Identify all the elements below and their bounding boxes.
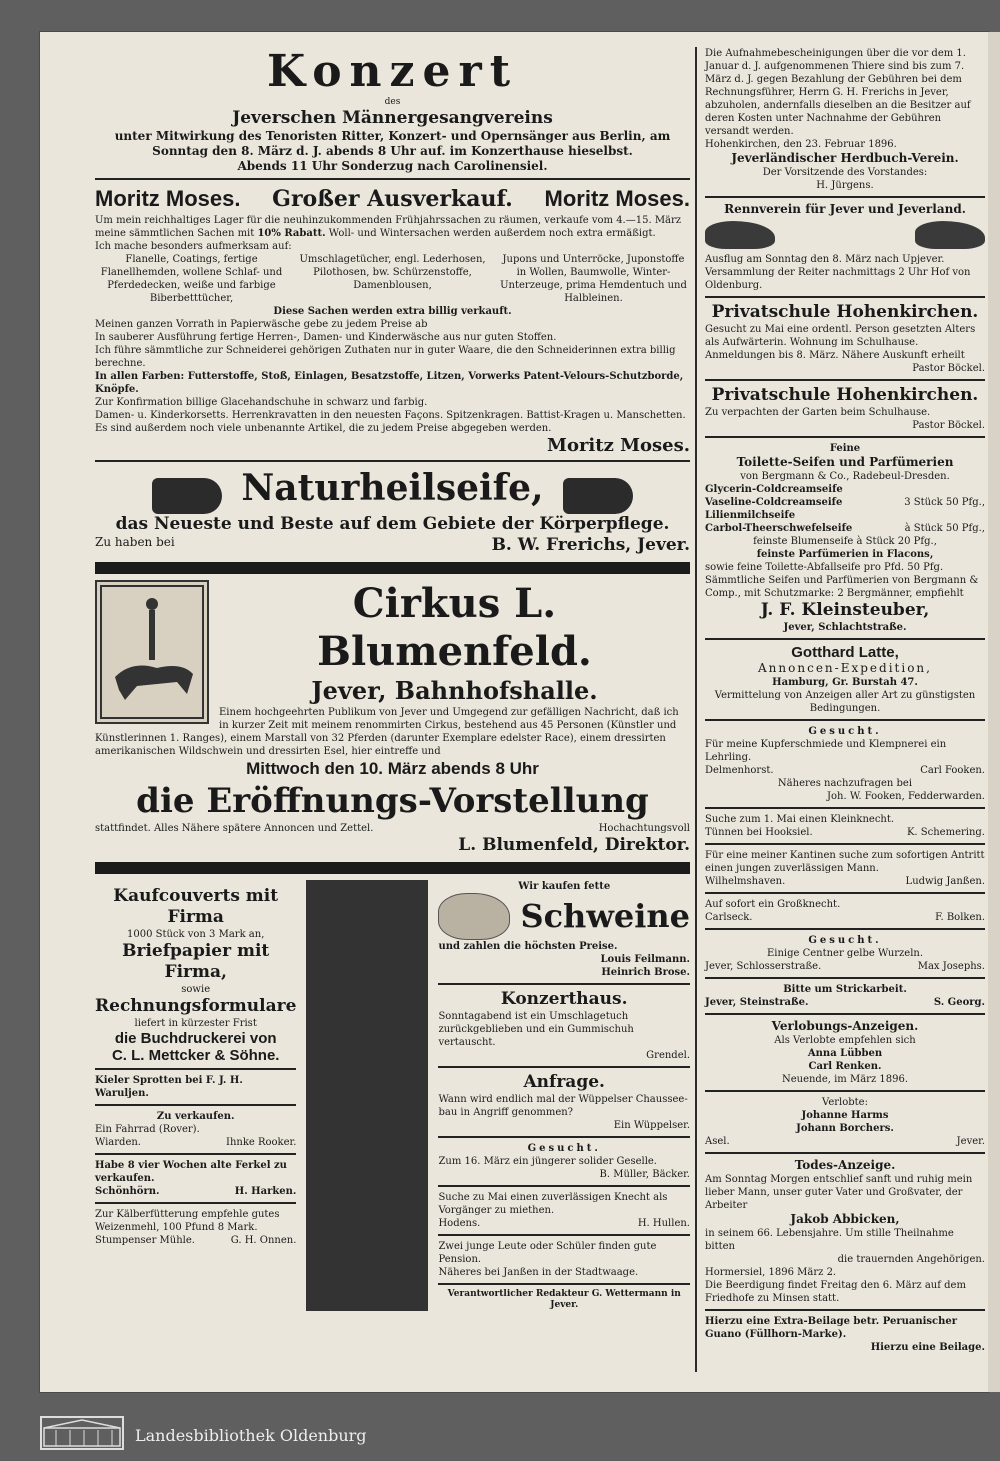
divider bbox=[705, 1090, 985, 1092]
moses-p8: Zur Konfirmation billige Glacehandschuhe in schwarz und farbig. bbox=[95, 397, 428, 408]
bottom-left-subcolumn bbox=[95, 880, 296, 1311]
cirkus-sign: L. Blumenfeld, Direktor. bbox=[458, 834, 690, 855]
druck-l3: Briefpapier mit Firma, bbox=[122, 940, 270, 982]
pointing-hand-icon bbox=[563, 478, 633, 514]
toil-item5: feinste Blumenseife à Stück 20 Pfg., bbox=[753, 536, 937, 547]
ferkel: Habe 8 vier Wochen alte Ferkel zu verkaufen. bbox=[95, 1159, 287, 1184]
ges16: Jever, Steinstraße. bbox=[705, 997, 809, 1008]
beilage2: Hierzu eine Beilage. bbox=[870, 1342, 985, 1353]
konzert-ad bbox=[95, 47, 690, 174]
ges12: Gesucht. bbox=[808, 935, 882, 946]
moses-p5: In sauberer Ausführung fertige Herren-, Damen- und Kinderwäsche aus nur guten Stoffen. bbox=[95, 332, 557, 343]
priv-text: Gesucht zu Mai eine ordentl. Person gesetzten Alters als Aufwärterin. Wohnung im Schulhause. Anmeldungen bis 8. März. Nähere Auskunft erheilt bbox=[705, 324, 976, 361]
cirkus-regards: Hochachtungsvoll bbox=[598, 822, 690, 834]
schweine-n1: Louis Feilmann. bbox=[600, 953, 690, 965]
gesucht1-sign2: H. Hullen. bbox=[637, 1217, 690, 1229]
herd-date: Hohenkirchen, den 23. Februar 1896. bbox=[705, 139, 897, 150]
priv-title: Privatschule Hohenkirchen. bbox=[711, 302, 979, 322]
gesucht1-text3: Zwei junge Leute oder Schüler finden gute Pension. bbox=[438, 1240, 657, 1265]
divider bbox=[438, 1185, 690, 1187]
konzerthaus-text: Sonntagabend ist ein Umschlagetuch zurückgeblieben und ein Gummischuh vertauscht. bbox=[438, 1010, 634, 1048]
page-edge bbox=[988, 32, 1000, 1392]
divider bbox=[95, 1104, 296, 1106]
verl-label: Verlobte: bbox=[822, 1097, 868, 1108]
ges-name: Carl Fooken. bbox=[920, 765, 985, 776]
kaelber: Zur Kälberfütterung empfehle gutes Weizenmehl, 100 Pfund 8 Mark. bbox=[95, 1208, 280, 1233]
divider bbox=[438, 1234, 690, 1236]
ges-naeheres: Näheres nachzufragen bei bbox=[777, 778, 913, 789]
moses-center: Großer Ausverkauf. bbox=[272, 186, 513, 212]
latte-name: Gotthard Latte, bbox=[791, 644, 899, 661]
priv2-sign: Pastor Böckel. bbox=[912, 420, 985, 431]
druck-l5: Rechnungsformulare bbox=[95, 995, 297, 1016]
toil-title: Toilette-Seifen und Parfümerien bbox=[736, 455, 954, 469]
ges16r: S. Georg. bbox=[933, 997, 985, 1008]
footer-label: Landesbibliothek Oldenburg bbox=[135, 1426, 367, 1445]
onnen: G. H. Onnen. bbox=[230, 1234, 297, 1246]
tod-name: Jakob Abbicken, bbox=[790, 1212, 900, 1226]
anfrage-sign: Ein Wüppelser. bbox=[613, 1119, 690, 1131]
subcolumn-divider bbox=[306, 880, 428, 1311]
renn-title: Rennverein für Jever und Jeverland. bbox=[724, 202, 966, 216]
herd-name: H. Jürgens. bbox=[816, 180, 874, 191]
seife-seller: B. W. Frerichs, Jever. bbox=[491, 534, 690, 555]
latte-text: Vermittelung von Anzeigen aller Art zu günstigsten Bedingungen. bbox=[714, 690, 976, 714]
herd-vorsitz: Der Vorsitzende des Vorstandes: bbox=[762, 167, 928, 178]
moses-p7: In allen Farben: Futterstoffe, Stoß, Einlagen, Besatzstoffe, Litzen, Vorwerks Patent-Velours-Schutzborde, Knöpfe. bbox=[95, 371, 684, 395]
tod-sign: die trauernden Angehörigen. bbox=[837, 1254, 985, 1265]
divider bbox=[705, 807, 985, 809]
moses-columns bbox=[95, 253, 690, 305]
verl-place1: Asel. bbox=[705, 1136, 730, 1147]
cirkus-end: stattfindet. Alles Nähere spätere Annoncen und Zettel. bbox=[95, 822, 374, 834]
druck-l7: die Buchdruckerei von bbox=[114, 1029, 277, 1047]
seife-ad bbox=[95, 466, 690, 556]
column-divider bbox=[695, 47, 697, 1372]
ges-contact: Joh. W. Fooken, Fedderwarden. bbox=[827, 791, 985, 802]
moses-p4: Meinen ganzen Vorrath in Papierwäsche gebe zu jedem Preise ab bbox=[95, 319, 428, 330]
moses-rabatt: 10% Rabatt. bbox=[257, 228, 326, 239]
cirkus-text: Einem hochgeehrten Publikum von Jever und Umgegend zur gefälligen Nachricht, daß ich in kurzer Zeit mit meinem renommirten Cirkus, bestehend aus 45 Personen (Künstler und Künstlerinnen 1. Ranges), einem Marstall von 32 Pferden (darunter Exemplare edelster Race), einem dressirten amerikanischen Wildschwein und dressirten Esel, hier eintreffe und bbox=[95, 706, 679, 757]
divider bbox=[705, 843, 985, 845]
fahrrad: Ein Fahrrad (Rover). bbox=[95, 1123, 200, 1135]
divider bbox=[95, 1068, 296, 1070]
harken: H. Harken. bbox=[234, 1185, 297, 1197]
pig-icon bbox=[438, 893, 510, 940]
cirkus-title: Cirkus L. Blumenfeld. bbox=[317, 579, 592, 675]
horse-icon bbox=[97, 582, 207, 722]
priv2-title: Privatschule Hohenkirchen. bbox=[711, 385, 979, 405]
left-column bbox=[95, 47, 690, 1311]
toil-maker: von Bergmann & Co., Radebeul-Dresden. bbox=[740, 471, 950, 482]
sprotten: Kieler Sprotten bei F. J. H. Waruljen. bbox=[95, 1074, 243, 1099]
moses-left: Moritz Moses. bbox=[95, 186, 241, 211]
moses-p1b: Woll- und Wintersachen werden außerdem noch extra ermäßigt. bbox=[328, 228, 656, 239]
konzerthaus-sign: Grendel. bbox=[646, 1049, 690, 1061]
seife-avail: Zu haben bei bbox=[95, 534, 175, 549]
divider bbox=[705, 928, 985, 930]
cirkus-ad bbox=[95, 580, 690, 758]
verkaufen-head: Zu verkaufen. bbox=[156, 1110, 235, 1122]
toil-price1: 3 Stück 50 Pfg., bbox=[904, 497, 985, 508]
gesucht1-text: Zum 16. März ein jüngerer solider Geselle. bbox=[438, 1155, 657, 1167]
divider bbox=[705, 1013, 985, 1015]
schweine-sub: und zahlen die höchsten Preise. bbox=[438, 940, 618, 952]
moses-col2: Umschlagetücher, engl. Lederhosen, Pilothosen, bw. Schürzenstoffe, Damenblousen, bbox=[299, 254, 486, 291]
seife-sub: das Neueste und Beste auf dem Gebiete der Körperpflege. bbox=[115, 513, 670, 534]
moses-p1: Um mein reichhaltiges Lager für die neuhinzukommenden Frühjahrssachen zu räumen, verkaufe vom 4.—15. März meine sämmtlichen Sachen mit bbox=[95, 215, 682, 239]
moses-right: Moritz Moses. bbox=[544, 186, 690, 211]
renn-text: Ausflug am Sonntag den 8. März nach Upjever. Versammlung der Reiter nachmittags 2 Uhr Hof von Oldenburg. bbox=[705, 254, 971, 291]
ges8: Für eine meiner Kantinen suche zum sofortigen Antritt einen jungen zuverlässigen Mann. bbox=[705, 850, 985, 874]
verl-name3: Johanne Harms bbox=[801, 1110, 889, 1121]
beilage1: Hierzu eine Extra-Beilage betr. Peruanischer Guano (Füllhorn-Marke). bbox=[705, 1316, 958, 1340]
moses-p6: Ich führe sämmtliche zur Schneiderei gehörigen Zuthaten nur in guter Waare, die den Schneiderinnen extra billig berechne. bbox=[95, 345, 676, 369]
priv2-text: Zu verpachten der Garten beim Schulhause. bbox=[705, 407, 931, 418]
moses-p10: Es sind außerdem noch viele unbenannte Artikel, die zu jedem Preise abgegeben werden. bbox=[95, 423, 552, 434]
cirkus-event: die Eröffnungs-Vorstellung bbox=[136, 780, 649, 821]
ges14r: Max Josephs. bbox=[917, 961, 985, 972]
ges11r: F. Bolken. bbox=[935, 912, 985, 923]
divider bbox=[705, 1309, 985, 1311]
konzert-line3: Abends 11 Uhr Sonderzug nach Carolinensiel. bbox=[237, 159, 548, 173]
druck-ad bbox=[95, 880, 296, 1064]
verl-date: Neuende, im März 1896. bbox=[781, 1074, 909, 1085]
ges9r: Ludwig Janßen. bbox=[905, 876, 985, 887]
moses-p3: Diese Sachen werden extra billig verkauft. bbox=[273, 306, 512, 317]
herd-verein: Jeverländischer Herdbuch-Verein. bbox=[731, 151, 959, 165]
moses-p2: Ich mache besonders aufmerksam auf: bbox=[95, 241, 292, 252]
ges6: Suche zum 1. Mai einen Kleinknecht. bbox=[705, 814, 895, 825]
divider bbox=[705, 296, 985, 298]
konzert-line2: Sonntag den 8. März d. J. abends 8 Uhr auf. im Konzerthause hieselbst. bbox=[152, 144, 633, 158]
ges13: Einige Centner gelbe Wurzeln. bbox=[766, 948, 924, 959]
gesucht1-text4: Näheres bei Janßen in der Stadtwaage. bbox=[438, 1266, 639, 1278]
divider bbox=[95, 178, 690, 180]
toil-item6: feinste Parfümerien in Flacons, bbox=[756, 549, 934, 560]
bottom-subcolumns bbox=[95, 880, 690, 1311]
tod-funeral: Die Beerdigung findet Freitag den 6. März auf dem Friedhofe zu Minsen statt. bbox=[705, 1280, 966, 1304]
tod-date: Hormersiel, 1896 März 2. bbox=[705, 1267, 837, 1278]
druck-l1: Kaufcouverts mit Firma bbox=[113, 885, 279, 927]
moses-col3: Jupons und Unterröcke, Juponstoffe in Wollen, Baumwolle, Winter-Unterzeuge, prima Hemdentuch und Halbleinen. bbox=[500, 254, 687, 304]
anfrage-title: Anfrage. bbox=[523, 1071, 605, 1092]
divider bbox=[95, 460, 690, 462]
druck-l4: sowie bbox=[181, 983, 211, 995]
gesucht1-title: Gesucht. bbox=[527, 1142, 601, 1154]
ges14: Jever, Schlosserstraße. bbox=[705, 961, 822, 972]
tod-text2: in seinem 66. Lebensjahre. Um stille Theilnahme bitten bbox=[705, 1228, 954, 1252]
verl-name2: Carl Renken. bbox=[808, 1061, 882, 1072]
toil-price2: à Stück 50 Pfg., bbox=[904, 523, 985, 534]
rooker: Ihnke Rooker. bbox=[226, 1136, 297, 1148]
schweine-title: Schweine bbox=[520, 897, 690, 935]
divider bbox=[705, 436, 985, 438]
anfrage-text: Wann wird endlich mal der Wüppelser Chaussee-bau in Angriff genommen? bbox=[438, 1093, 688, 1118]
tod-text: Am Sonntag Morgen entschlief sanft und ruhig mein lieber Mann, unser guter Vater und Großvater, der Arbeiter bbox=[705, 1174, 973, 1211]
toil-item1: Glycerin-Coldcreamseife bbox=[705, 484, 843, 495]
cirkus-place: Jever, Bahnhofshalle. bbox=[311, 675, 598, 705]
heavy-rule bbox=[95, 862, 690, 874]
schweine-n2: Heinrich Brose. bbox=[601, 966, 690, 978]
latte-addr: Hamburg, Gr. Burstah 47. bbox=[772, 677, 918, 688]
divider bbox=[95, 1202, 296, 1204]
right-column bbox=[705, 47, 985, 1354]
moses-ad bbox=[95, 184, 690, 456]
schweine-top: Wir kaufen fette bbox=[518, 880, 611, 892]
verl-name1: Anna Lübben bbox=[807, 1048, 883, 1059]
priv-sign: Pastor Böckel. bbox=[912, 363, 985, 374]
divider bbox=[705, 977, 985, 979]
verl-text: Als Verlobte empfehlen sich bbox=[774, 1035, 916, 1046]
konzert-line1: unter Mitwirkung des Tenoristen Ritter, Konzert- und Opernsänger aus Berlin, am bbox=[114, 129, 671, 143]
gesucht1-place2: Hodens. bbox=[438, 1217, 481, 1229]
druck-l2: 1000 Stück von 3 Mark an, bbox=[126, 928, 265, 940]
ges-place: Delmenhorst. bbox=[705, 765, 774, 776]
konzert-society: Jeverschen Männergesangvereins bbox=[232, 108, 553, 128]
verl-title: Verlobungs-Anzeigen. bbox=[771, 1019, 919, 1033]
druck-l6: liefert in kürzester Frist bbox=[134, 1017, 257, 1029]
moses-sign: Moritz Moses. bbox=[547, 435, 690, 456]
gesucht1-sign: B. Müller, Bäcker. bbox=[599, 1168, 690, 1180]
horse-icon bbox=[915, 221, 985, 249]
tod-title: Todes-Anzeige. bbox=[794, 1158, 896, 1172]
ges15: Bitte um Strickarbeit. bbox=[783, 984, 907, 995]
latte-type: Annoncen-Expedition, bbox=[758, 661, 932, 675]
divider bbox=[705, 1152, 985, 1154]
divider bbox=[705, 379, 985, 381]
divider bbox=[705, 892, 985, 894]
ges7: Tünnen bei Hooksiel. bbox=[705, 827, 813, 838]
toil-item4: Carbol-Theerschwefelseife bbox=[705, 523, 853, 534]
toil-item7: sowie feine Toilette-Abfallseife pro Pfd. 50 Pfg. bbox=[705, 562, 944, 573]
moses-p9: Damen- u. Kinderkorsetts. Herrenkravatten in den neuesten Façons. Spitzenkragen. Battist-Kragen u. Manschetten. bbox=[95, 410, 686, 421]
bottom-right-subcolumn bbox=[438, 880, 690, 1311]
footer-bar bbox=[0, 1408, 1000, 1461]
konzerthaus-title: Konzerthaus. bbox=[500, 988, 628, 1009]
druck-l8: C. L. Mettcker & Söhne. bbox=[111, 1046, 280, 1064]
konzert-title: Konzert bbox=[266, 46, 519, 97]
toil-item8: Sämmtliche Seifen und Parfümerien von Bergmann & Comp., mit Schutzmarke: 2 Bergmänner, empfiehlt bbox=[705, 575, 979, 599]
cirkus-date: Mittwoch den 10. März abends 8 Uhr bbox=[246, 758, 539, 778]
library-building-icon bbox=[40, 1416, 124, 1450]
divider bbox=[705, 719, 985, 721]
ges7r: K. Schemering. bbox=[906, 827, 985, 838]
verl-place2: Jever. bbox=[956, 1136, 985, 1147]
stumpens: Stumpenser Mühle. bbox=[95, 1234, 195, 1246]
divider bbox=[438, 1136, 690, 1138]
ges11: Carlseck. bbox=[705, 912, 753, 923]
divider bbox=[438, 1066, 690, 1068]
divider bbox=[438, 983, 690, 985]
divider bbox=[705, 638, 985, 640]
verl-name4: Johann Borchers. bbox=[796, 1123, 894, 1134]
schoenhoern: Schönhörn. bbox=[95, 1185, 160, 1197]
ges10: Auf sofort ein Großknecht. bbox=[705, 899, 841, 910]
horse-icon bbox=[705, 221, 775, 249]
newspaper-page bbox=[40, 32, 988, 1392]
ges-text: Für meine Kupferschmiede und Klempnerei ein Lehrling. bbox=[705, 739, 947, 763]
toil-addr: Jever, Schlachtstraße. bbox=[783, 622, 907, 633]
ges9: Wilhelmshaven. bbox=[705, 876, 786, 887]
divider bbox=[438, 1283, 690, 1285]
wiarden: Wiarden. bbox=[95, 1136, 141, 1148]
toil-item3: Lilienmilchseife bbox=[705, 510, 796, 521]
divider bbox=[95, 1153, 296, 1155]
toil-item2: Vaseline-Coldcreamseife bbox=[705, 497, 843, 508]
gesucht1-text2: Suche zu Mai einen zuverlässigen Knecht als Vorgänger zu miethen. bbox=[438, 1191, 668, 1216]
heavy-rule bbox=[95, 562, 690, 574]
feine-label: Feine bbox=[829, 443, 861, 454]
ges-title: Gesucht. bbox=[808, 726, 882, 737]
pointing-hand-icon bbox=[152, 478, 222, 514]
redakteur: Verantwortlicher Redakteur G. Wettermann in Jever. bbox=[447, 1288, 681, 1310]
herd-text: Die Aufnahmebescheinigungen über die vor dem 1. Januar d. J. aufgenommenen Thiere sind bis zum 7. März d. J. gegen Bezahlung der Gebühren bei dem Rechnungsführer, Herrn G. H. Frerichs in Jever, abzuholen, andernfalls dieselben an die Besitzer auf deren Kosten unter Nachnahme der Gebühren versandt werden. bbox=[705, 48, 971, 137]
toil-seller: J. F. Kleinsteuber, bbox=[760, 600, 930, 620]
konzert-des: des bbox=[384, 97, 401, 107]
circus-acrobat-horse-illustration bbox=[95, 580, 209, 724]
seife-title: Naturheilseife, bbox=[241, 467, 544, 509]
moses-col1: Flanelle, Coatings, fertige Flanellhemden, wollene Schlaf- und Pferdedecken, weiße und farbige Biberbetttücher, bbox=[100, 254, 283, 304]
divider bbox=[705, 196, 985, 198]
